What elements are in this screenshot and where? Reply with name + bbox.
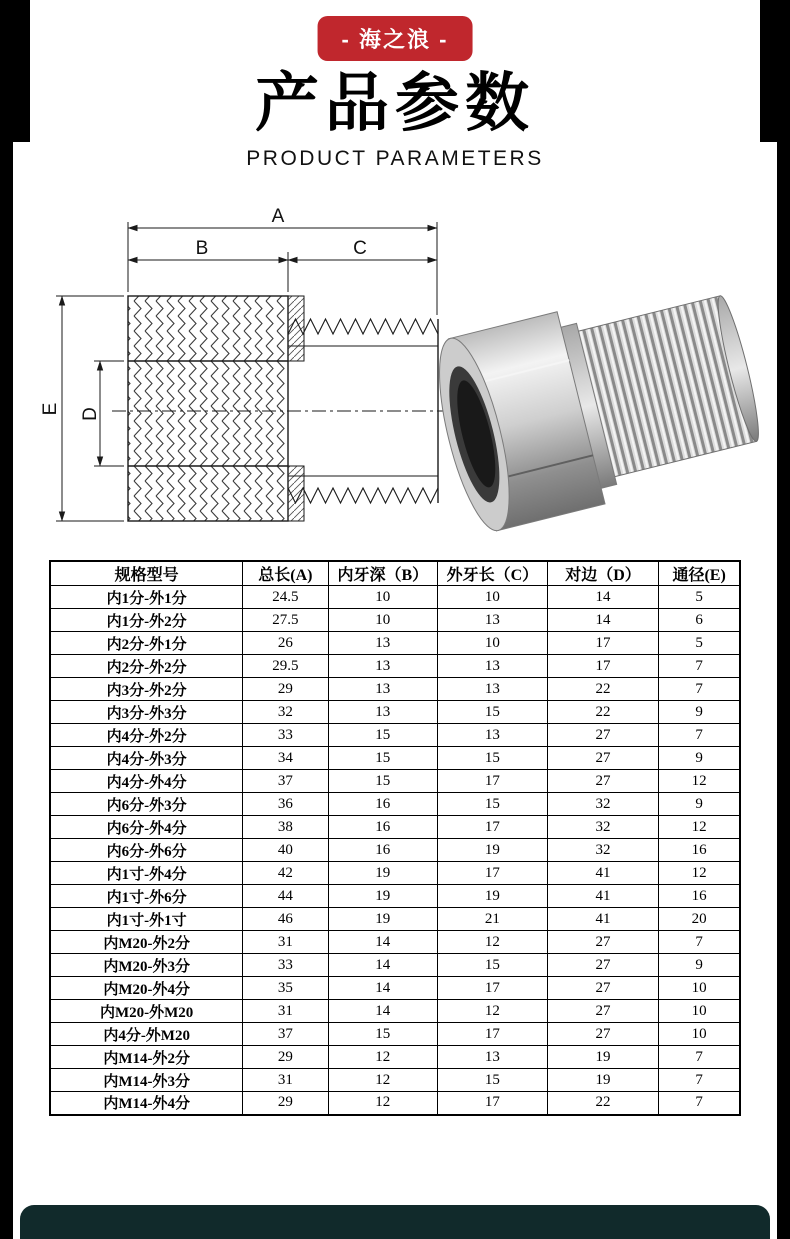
value-cell: 37	[243, 1023, 328, 1046]
parameters-table	[49, 560, 741, 1116]
value-cell: 19	[328, 885, 438, 908]
left-edge-bar	[0, 0, 13, 1239]
value-cell: 14	[328, 977, 438, 1000]
value-cell: 15	[438, 1069, 548, 1092]
value-cell: 41	[547, 908, 659, 931]
value-cell: 15	[438, 747, 548, 770]
column-header: 对边（D）	[547, 561, 659, 586]
value-cell: 42	[243, 862, 328, 885]
value-cell: 32	[547, 839, 659, 862]
value-cell: 32	[547, 816, 659, 839]
value-cell: 33	[243, 954, 328, 977]
value-cell: 27	[547, 747, 659, 770]
value-cell: 32	[547, 793, 659, 816]
value-cell: 9	[659, 747, 740, 770]
table-row	[50, 885, 740, 908]
value-cell: 7	[659, 1069, 740, 1092]
value-cell: 15	[328, 1023, 438, 1046]
value-cell: 14	[328, 954, 438, 977]
value-cell: 22	[547, 678, 659, 701]
value-cell: 13	[438, 678, 548, 701]
table-row	[50, 632, 740, 655]
value-cell: 17	[438, 1092, 548, 1115]
value-cell: 27	[547, 1023, 659, 1046]
spec-cell: 内1分-外2分	[50, 609, 243, 632]
value-cell: 9	[659, 793, 740, 816]
value-cell: 38	[243, 816, 328, 839]
spec-cell: 内1寸-外4分	[50, 862, 243, 885]
spec-cell: 内4分-外M20	[50, 1023, 243, 1046]
dim-label-c: C	[353, 238, 367, 259]
value-cell: 12	[328, 1069, 438, 1092]
value-cell: 29	[243, 678, 328, 701]
top-right-corner-block	[760, 0, 790, 142]
value-cell: 10	[328, 586, 438, 609]
value-cell: 14	[328, 931, 438, 954]
value-cell: 27	[547, 1000, 659, 1023]
value-cell: 10	[438, 586, 548, 609]
value-cell: 19	[438, 839, 548, 862]
value-cell: 19	[547, 1069, 659, 1092]
value-cell: 13	[438, 724, 548, 747]
table-row	[50, 908, 740, 931]
value-cell: 27.5	[243, 609, 328, 632]
value-cell: 13	[328, 701, 438, 724]
value-cell: 16	[328, 839, 438, 862]
value-cell: 31	[243, 931, 328, 954]
table-row	[50, 1023, 740, 1046]
value-cell: 7	[659, 931, 740, 954]
table-row	[50, 747, 740, 770]
value-cell: 7	[659, 1046, 740, 1069]
value-cell: 46	[243, 908, 328, 931]
value-cell: 12	[438, 931, 548, 954]
value-cell: 44	[243, 885, 328, 908]
page-title: 产品参数	[255, 67, 535, 139]
spec-cell: 内1寸-外1寸	[50, 908, 243, 931]
spec-cell: 内3分-外2分	[50, 678, 243, 701]
value-cell: 34	[243, 747, 328, 770]
value-cell: 17	[547, 655, 659, 678]
table-row	[50, 609, 740, 632]
top-left-corner-block	[0, 0, 30, 142]
value-cell: 15	[328, 724, 438, 747]
column-header: 总长(A)	[243, 561, 328, 586]
spec-cell: 内1分-外1分	[50, 586, 243, 609]
spec-cell: 内6分-外3分	[50, 793, 243, 816]
brand-badge: - 海之浪 -	[318, 16, 473, 61]
spec-cell: 内M20-外3分	[50, 954, 243, 977]
value-cell: 27	[547, 770, 659, 793]
table-row	[50, 678, 740, 701]
value-cell: 13	[328, 655, 438, 678]
value-cell: 41	[547, 885, 659, 908]
value-cell: 22	[547, 701, 659, 724]
value-cell: 5	[659, 632, 740, 655]
page-subtitle: PRODUCT PARAMETERS	[246, 147, 544, 170]
value-cell: 17	[438, 1023, 548, 1046]
value-cell: 17	[438, 816, 548, 839]
table-row	[50, 770, 740, 793]
value-cell: 24.5	[243, 586, 328, 609]
value-cell: 29.5	[243, 655, 328, 678]
value-cell: 22	[547, 1092, 659, 1115]
value-cell: 29	[243, 1046, 328, 1069]
value-cell: 13	[438, 655, 548, 678]
value-cell: 40	[243, 839, 328, 862]
spec-cell: 内3分-外3分	[50, 701, 243, 724]
value-cell: 21	[438, 908, 548, 931]
value-cell: 36	[243, 793, 328, 816]
table-row	[50, 793, 740, 816]
spec-cell: 内4分-外2分	[50, 724, 243, 747]
spec-cell: 内2分-外1分	[50, 632, 243, 655]
column-header: 内牙深（B）	[328, 561, 438, 586]
value-cell: 13	[438, 1046, 548, 1069]
value-cell: 27	[547, 931, 659, 954]
value-cell: 29	[243, 1092, 328, 1115]
value-cell: 37	[243, 770, 328, 793]
spec-cell: 内6分-外6分	[50, 839, 243, 862]
value-cell: 12	[328, 1092, 438, 1115]
value-cell: 14	[328, 1000, 438, 1023]
product-3d-view	[425, 270, 771, 536]
technical-drawing	[0, 196, 790, 556]
value-cell: 12	[659, 770, 740, 793]
value-cell: 19	[438, 885, 548, 908]
value-cell: 35	[243, 977, 328, 1000]
table-row	[50, 1000, 740, 1023]
value-cell: 7	[659, 678, 740, 701]
value-cell: 19	[328, 908, 438, 931]
spec-cell: 内2分-外2分	[50, 655, 243, 678]
table-row	[50, 724, 740, 747]
value-cell: 7	[659, 1092, 740, 1115]
spec-cell: 内M20-外4分	[50, 977, 243, 1000]
value-cell: 27	[547, 977, 659, 1000]
table-row	[50, 862, 740, 885]
table-row	[50, 701, 740, 724]
table-row	[50, 655, 740, 678]
value-cell: 17	[438, 770, 548, 793]
dim-label-d: D	[80, 407, 101, 421]
value-cell: 19	[328, 862, 438, 885]
value-cell: 41	[547, 862, 659, 885]
column-header: 通径(E)	[659, 561, 740, 586]
value-cell: 20	[659, 908, 740, 931]
value-cell: 13	[328, 678, 438, 701]
value-cell: 6	[659, 609, 740, 632]
value-cell: 27	[547, 954, 659, 977]
value-cell: 13	[438, 609, 548, 632]
table-row	[50, 954, 740, 977]
value-cell: 10	[438, 632, 548, 655]
value-cell: 15	[438, 954, 548, 977]
spec-cell: 内4分-外3分	[50, 747, 243, 770]
value-cell: 12	[659, 862, 740, 885]
value-cell: 10	[328, 609, 438, 632]
spec-cell: 内M14-外3分	[50, 1069, 243, 1092]
value-cell: 16	[328, 793, 438, 816]
cross-section-view	[112, 296, 455, 521]
column-header: 外牙长（C）	[438, 561, 548, 586]
value-cell: 15	[328, 747, 438, 770]
table-row	[50, 931, 740, 954]
value-cell: 10	[659, 977, 740, 1000]
dim-label-b: B	[195, 238, 209, 259]
value-cell: 7	[659, 655, 740, 678]
value-cell: 10	[659, 1023, 740, 1046]
value-cell: 12	[328, 1046, 438, 1069]
value-cell: 26	[243, 632, 328, 655]
value-cell: 19	[547, 1046, 659, 1069]
value-cell: 33	[243, 724, 328, 747]
value-cell: 7	[659, 724, 740, 747]
value-cell: 27	[547, 724, 659, 747]
value-cell: 16	[659, 839, 740, 862]
spec-cell: 内M20-外2分	[50, 931, 243, 954]
dim-label-a: A	[271, 206, 285, 227]
value-cell: 15	[438, 701, 548, 724]
value-cell: 10	[659, 1000, 740, 1023]
value-cell: 12	[438, 1000, 548, 1023]
table-row	[50, 586, 740, 609]
value-cell: 16	[328, 816, 438, 839]
value-cell: 15	[438, 793, 548, 816]
value-cell: 17	[438, 862, 548, 885]
value-cell: 17	[547, 632, 659, 655]
table-row	[50, 1069, 740, 1092]
spec-cell: 内6分-外4分	[50, 816, 243, 839]
value-cell: 32	[243, 701, 328, 724]
value-cell: 16	[659, 885, 740, 908]
spec-cell: 内M14-外4分	[50, 1092, 243, 1115]
spec-cell: 内4分-外4分	[50, 770, 243, 793]
value-cell: 13	[328, 632, 438, 655]
spec-cell: 内M14-外2分	[50, 1046, 243, 1069]
value-cell: 5	[659, 586, 740, 609]
value-cell: 31	[243, 1000, 328, 1023]
table-row	[50, 1092, 740, 1115]
table-header-row	[50, 561, 740, 586]
value-cell: 14	[547, 586, 659, 609]
spec-cell: 内M20-外M20	[50, 1000, 243, 1023]
table-row	[50, 839, 740, 862]
value-cell: 15	[328, 770, 438, 793]
value-cell: 9	[659, 954, 740, 977]
value-cell: 14	[547, 609, 659, 632]
table-row	[50, 816, 740, 839]
table-row	[50, 1046, 740, 1069]
right-edge-bar	[777, 0, 790, 1239]
value-cell: 12	[659, 816, 740, 839]
table-row	[50, 977, 740, 1000]
spec-cell: 内1寸-外6分	[50, 885, 243, 908]
value-cell: 17	[438, 977, 548, 1000]
value-cell: 9	[659, 701, 740, 724]
value-cell: 31	[243, 1069, 328, 1092]
footer-bar	[20, 1205, 770, 1239]
dim-label-e: E	[40, 402, 61, 416]
column-header: 规格型号	[50, 561, 243, 586]
